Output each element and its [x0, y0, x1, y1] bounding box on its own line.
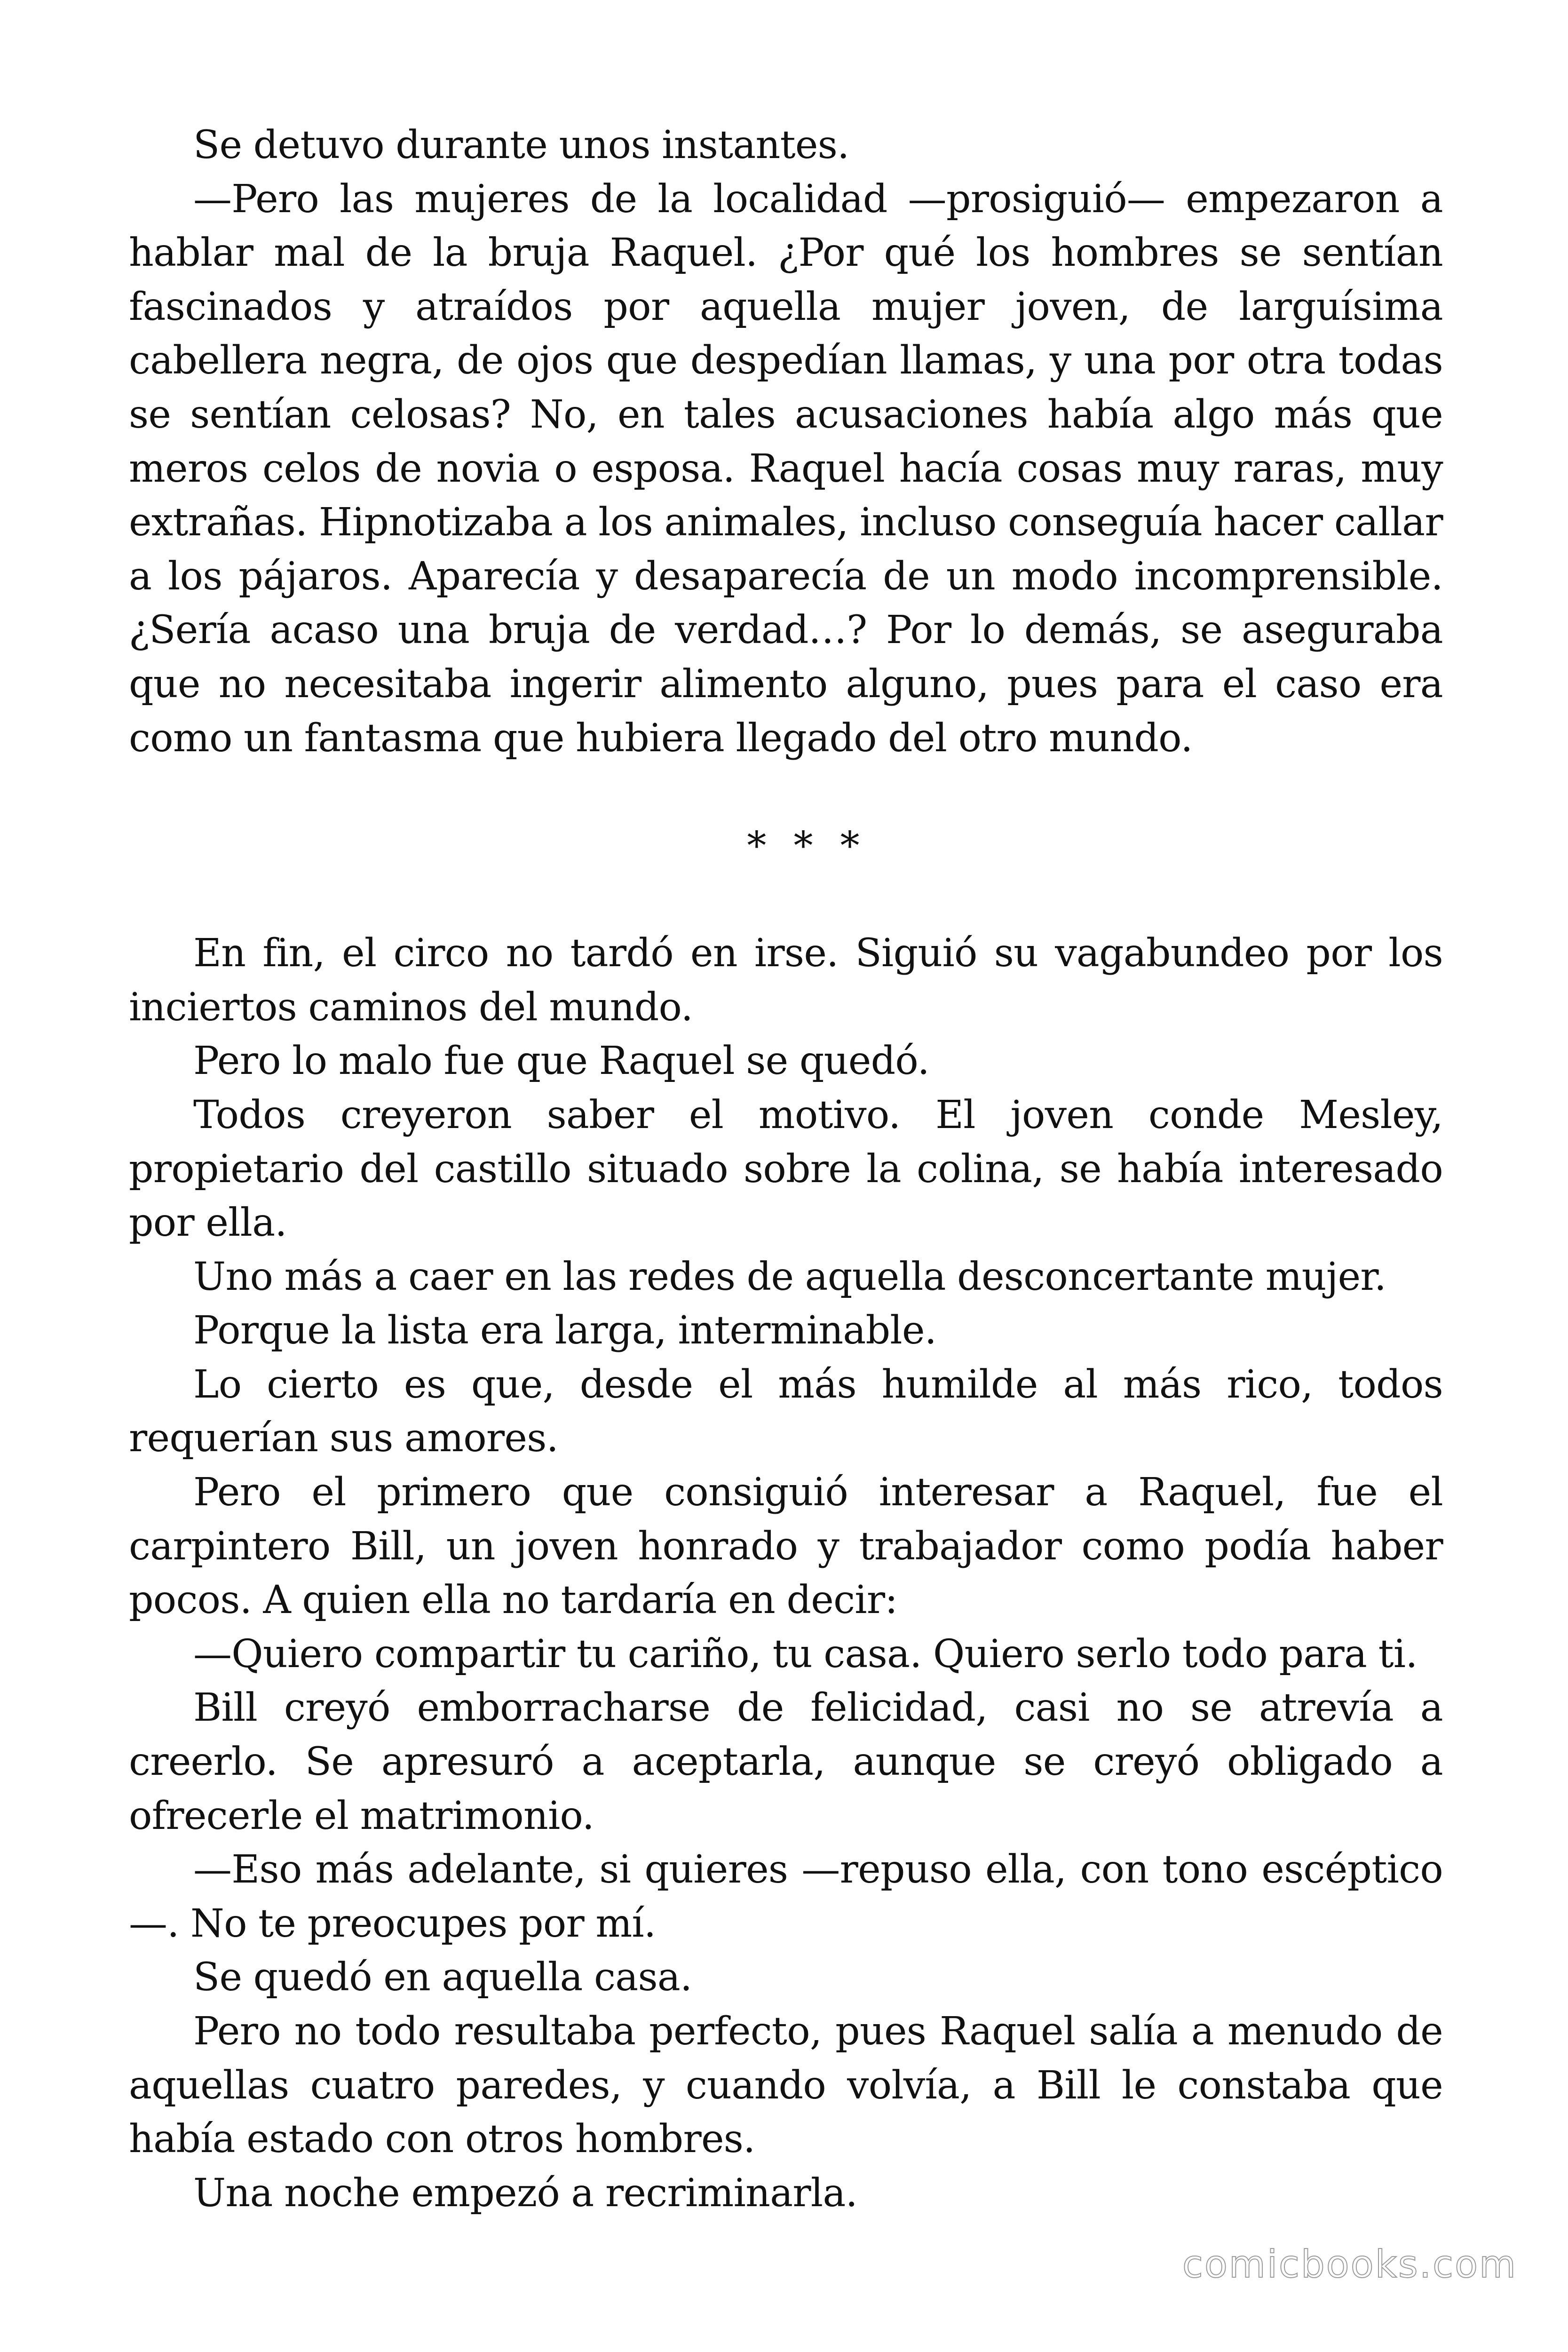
paragraph: Bill creyó emborracharse de felicidad, casi no se atrevía a creerlo. Se apresuró a aceptarla, aunque se creyó obligado a ofrecerle el matrimonio.: [129, 1685, 1443, 1838]
paragraph: —Eso más adelante, si quieres —repuso ella, con tono escéptico—. No te preocupes por mí.: [129, 1847, 1443, 1946]
paragraph: —Pero las mujeres de la localidad —prosiguió— empezaron a hablar mal de la bruja Raquel. ¿Por qué los hombres se sentían fascinados y atraídos por aquella mujer joven, de larguísima cabellera negra, de ojos que despedían llamas, y una por otra todas se sentían celosas? No, en tales acusaciones había algo más que meros celos de novia o esposa. Raquel hacía cosas muy raras, muy extrañas. Hipnotizaba a los animales, incluso conseguía hacer callar a los pájaros. Aparecía y desaparecía de un modo incomprensible. ¿Sería acaso una bruja de verdad…? Por lo demás, se aseguraba que no necesitaba ingerir alimento alguno, pues para el caso era como un fantasma que hubiera llegado del otro mundo.: [129, 176, 1443, 761]
page-body: [129, 119, 1443, 2220]
paragraph: Una noche empezó a recriminarla.: [193, 2170, 858, 2216]
paragraph: Pero el primero que consiguió interesar a Raquel, fue el carpintero Bill, un joven honrado y trabajador como podía haber pocos. A quien ella no tardaría en decir:: [129, 1470, 1443, 1623]
paragraph: —Quiero compartir tu cariño, tu casa. Quiero serlo todo para ti.: [193, 1631, 1418, 1677]
source-watermark: comicbooks.com: [1182, 2242, 1517, 2286]
paragraph: En fin, el circo no tardó en irse. Siguió su vagabundeo por los inciertos caminos del mundo.: [129, 931, 1443, 1030]
paragraph: Se quedó en aquella casa.: [193, 1955, 692, 2000]
paragraph: Lo cierto es que, desde el más humilde al más rico, todos requerían sus amores.: [129, 1362, 1443, 1461]
scene-break-separator: * * *: [747, 824, 867, 869]
section-one: [129, 119, 1443, 765]
paragraph: Se detuvo durante unos instantes.: [193, 123, 849, 167]
paragraph: Pero lo malo fue que Raquel se quedó.: [193, 1039, 929, 1084]
paragraph: Uno más a caer en las redes de aquella desconcertante mujer.: [193, 1254, 1386, 1299]
paragraph: Porque la lista era larga, interminable.: [193, 1308, 937, 1353]
paragraph: Todos creyeron saber el motivo. El joven conde Mesley, propietario del castillo situado sobre la colina, se había interesado por ella.: [129, 1092, 1443, 1246]
section-two: [129, 927, 1443, 2220]
paragraph: Pero no todo resultaba perfecto, pues Raquel salía a menudo de aquellas cuatro paredes, y cuando volvía, a Bill le constaba que había estado con otros hombres.: [129, 2009, 1443, 2162]
